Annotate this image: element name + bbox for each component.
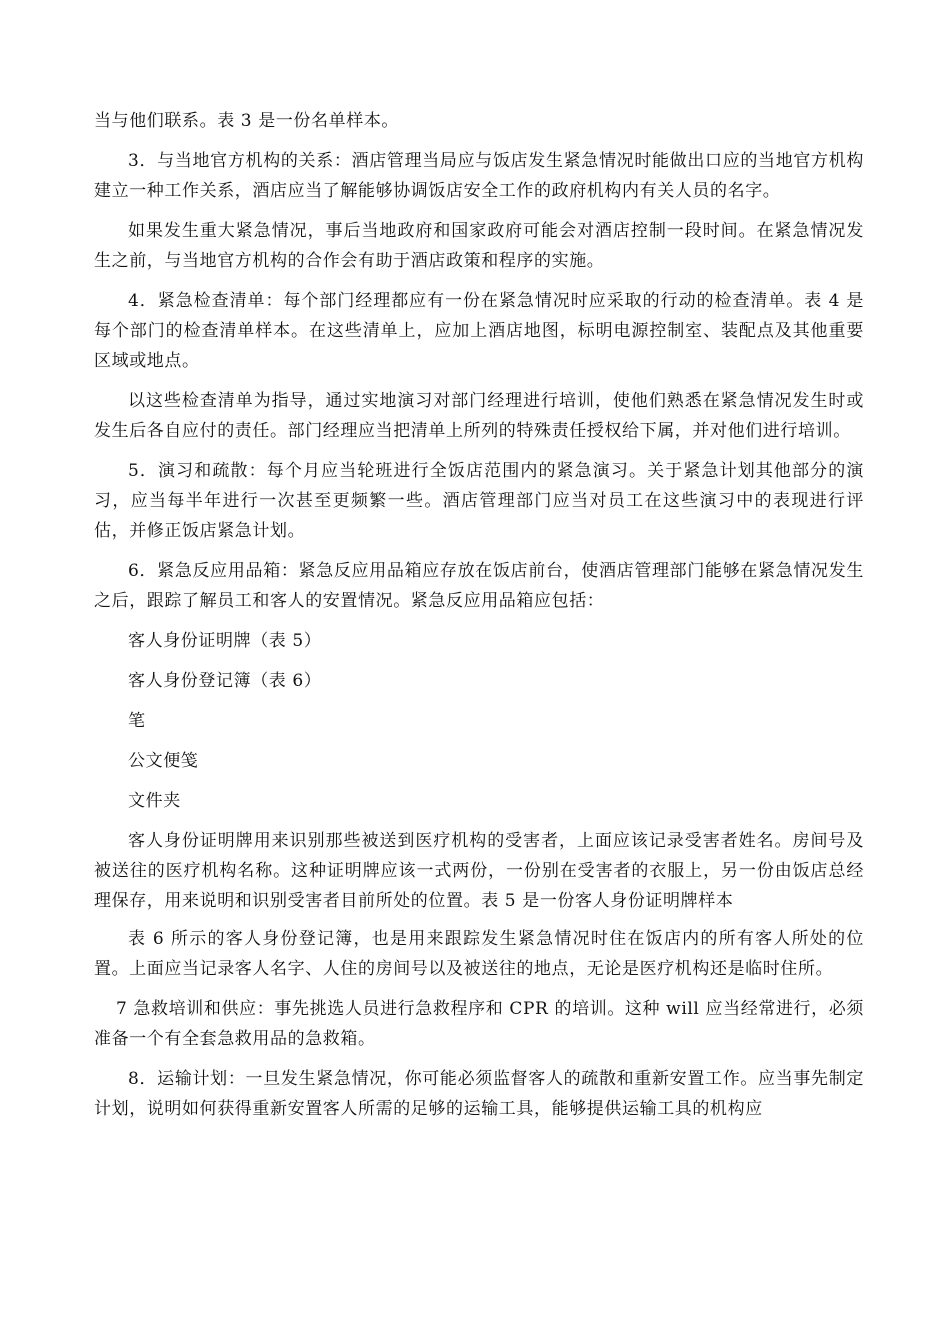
list-item-id-tag: 客人身份证明牌（表 5） [128, 631, 322, 651]
paragraph-section-4: 4．紧急检查清单：每个部门经理都应有一份在紧急情况时应采取的行动的检查清单。表 4 是每个部门的检查清单样本。在这些清单上，应加上酒店地图，标明电源控制室、装配点及其他重要区域或地点。 [94, 291, 864, 371]
list-item-folder: 文件夹 [128, 791, 181, 811]
paragraph-section-5: 5．演习和疏散：每个月应当轮班进行全饭店范围内的紧急演习。关于紧急计划其他部分的演习，应当每半年进行一次甚至更频繁一些。酒店管理部门应当对员工在这些演习中的表现进行评估，并修正饭店紧急计划。 [94, 461, 864, 541]
paragraph-section-6: 6．紧急反应用品箱：紧急反应用品箱应存放在饭店前台，使酒店管理部门能够在紧急情况发生之后，跟踪了解员工和客人的安置情况。紧急反应用品箱应包括： [94, 561, 864, 611]
paragraph-checklist-training: 以这些检查清单为指导，通过实地演习对部门经理进行培训，使他们熟悉在紧急情况发生时或发生后各自应付的责任。部门经理应当把清单上所列的特殊责任授权给下属，并对他们进行培训。 [94, 391, 864, 441]
list-item-id-register: 客人身份登记簿（表 6） [128, 671, 322, 691]
document-page [94, 106, 864, 1134]
paragraph-section-3: 3．与当地官方机构的关系：酒店管理当局应与饭店发生紧急情况时能做出口应的当地官方机构建立一种工作关系，酒店应当了解能够协调饭店安全工作的政府机构内有关人员的名字。 [94, 151, 864, 201]
list-item-pen: 笔 [128, 711, 146, 731]
paragraph-id-register-usage: 表 6 所示的客人身份登记簿，也是用来跟踪发生紧急情况时住在饭店内的所有客人所处的位置。上面应当记录客人名字、人住的房间号以及被送往的地点，无论是医疗机构还是临时住所。 [94, 929, 864, 979]
paragraph-major-emergency: 如果发生重大紧急情况，事后当地政府和国家政府可能会对酒店控制一段时间。在紧急情况发生之前，与当地官方机构的合作会有助于酒店政策和程序的实施。 [94, 221, 864, 271]
list-item-notepad: 公文便笺 [128, 751, 199, 771]
paragraph-section-7: 7 急救培训和供应：事先挑选人员进行急救程序和 CPR 的培训。这种 will 应当经常进行，必须准备一个有全套急救用品的急救箱。 [94, 999, 864, 1049]
paragraph-contact-note: 当与他们联系。表 3 是一份名单样本。 [94, 111, 400, 131]
paragraph-section-8: 8．运输计划：一旦发生紧急情况，你可能必须监督客人的疏散和重新安置工作。应当事先制定计划，说明如何获得重新安置客人所需的足够的运输工具，能够提供运输工具的机构应 [94, 1069, 864, 1119]
paragraph-id-tag-usage: 客人身份证明牌用来识别那些被送到医疗机构的受害者，上面应该记录受害者姓名。房间号及被送往的医疗机构名称。这种证明牌应该一式两份，一份别在受害者的衣服上，另一份由饭店总经理保存，用来说明和识别受害者目前所处的位置。表 5 是一份客人身份证明牌样本 [94, 831, 864, 911]
